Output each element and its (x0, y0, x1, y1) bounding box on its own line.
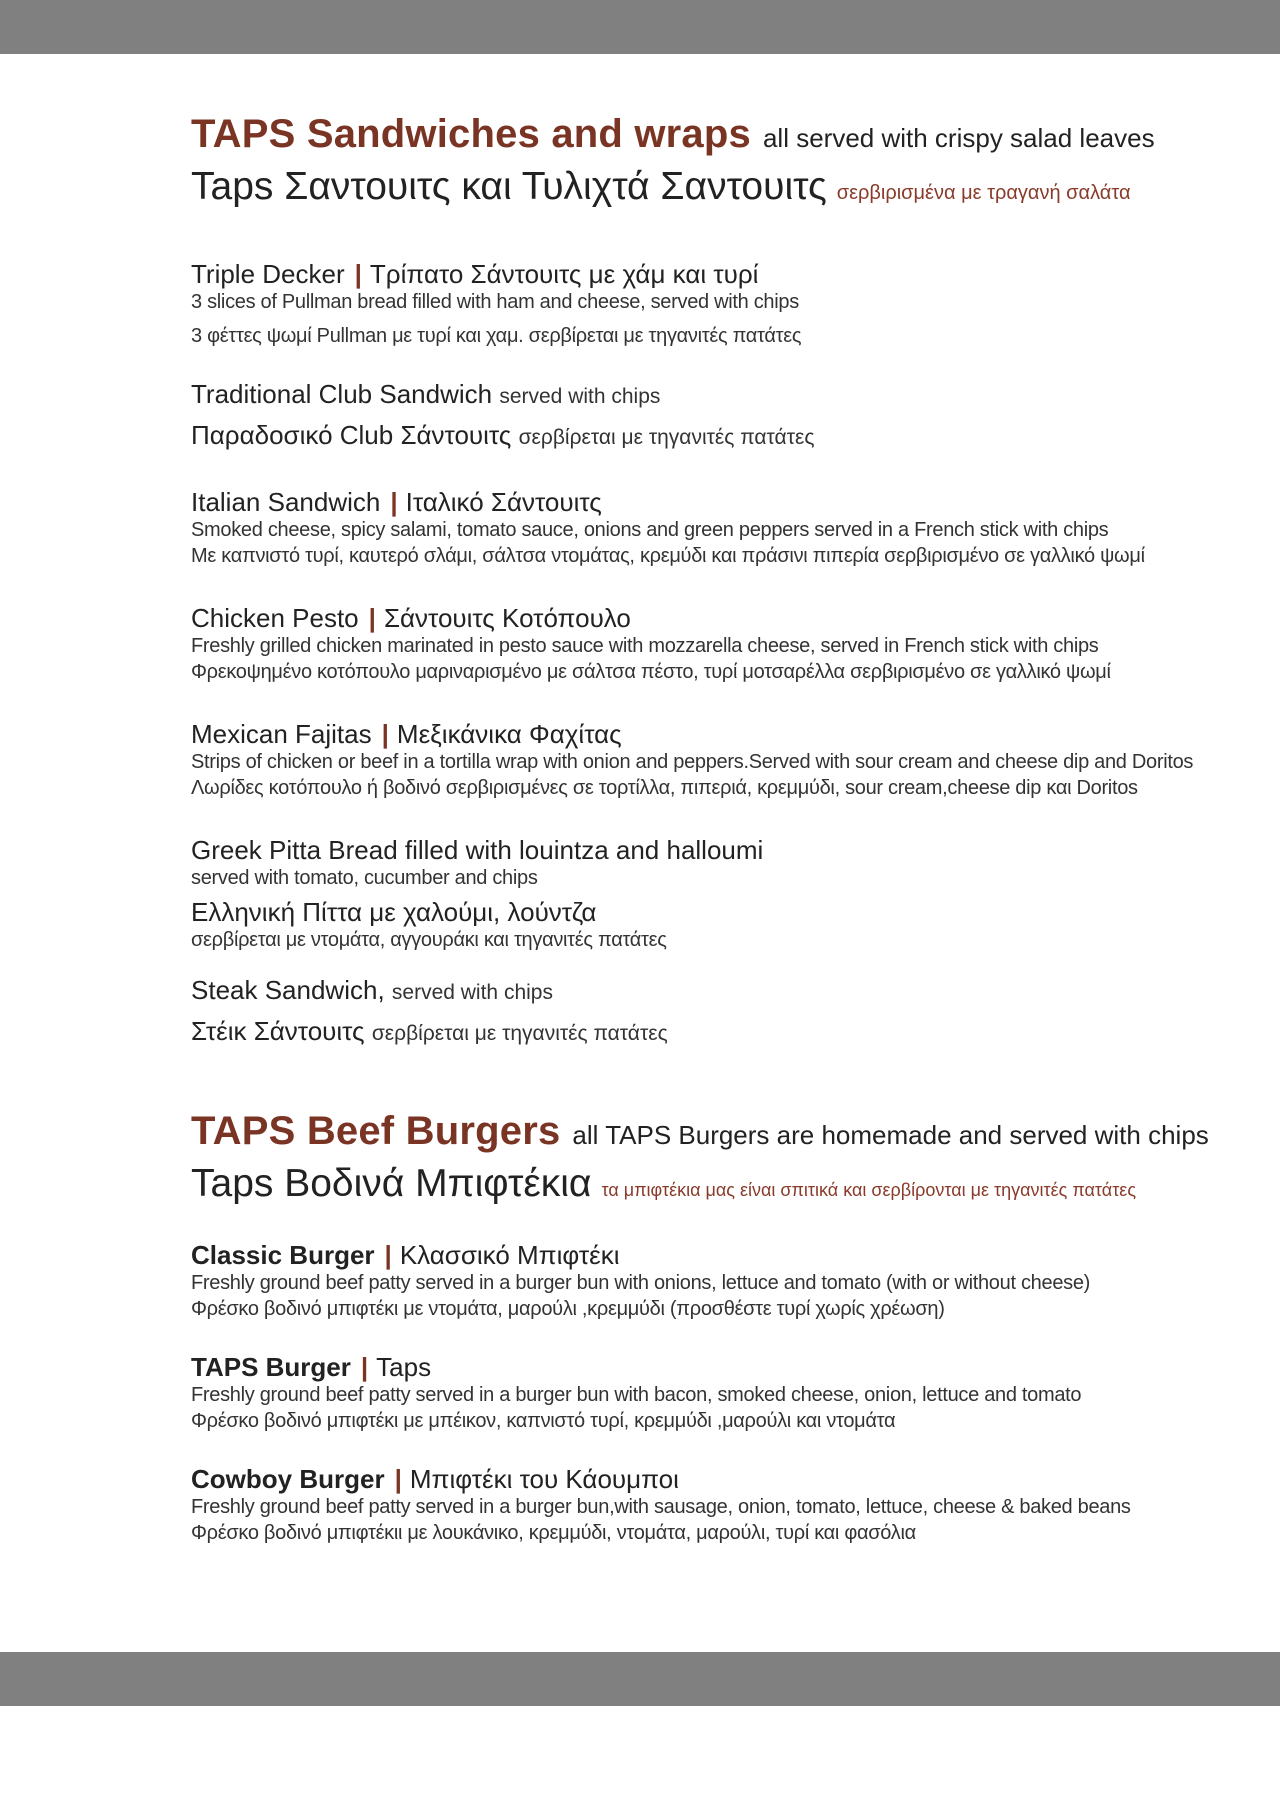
item-name-line-en (191, 975, 1251, 1008)
item-name-gr: Ελληνική Πίττα με χαλούμι, λούντζα (191, 897, 597, 927)
top-gray-bar (0, 0, 1280, 54)
sandwiches-title-gr: Taps Σαντουιτς και Τυλιχτά Σαντουιτς (191, 165, 827, 208)
item-desc-gr: Λωρίδες κοτόπουλο ή βοδινό σερβιρισμένες σε τορτίλλα, πιπεριά, κρεμμύδι, sour cream,cheese dip και Doritos (191, 777, 1138, 799)
item-name-gr: Taps (376, 1352, 432, 1382)
item-note-gr: σερβίρεται με τηγανιτές πατάτες (518, 426, 815, 449)
burgers-heading-en (191, 1107, 1251, 1164)
burgers-subtitle-gr: τα μπιφτέκια μας είναι σπιτικά και σερβίρονται με τηγανιτές πατάτες (601, 1180, 1136, 1200)
item-note-en: served with tomato, cucumber and chips (191, 867, 538, 889)
burgers-section (191, 1107, 1251, 1546)
item-name-en: Classic Burger (191, 1240, 375, 1270)
item-name (191, 1464, 1251, 1494)
item-name-en: Triple Decker (191, 259, 345, 289)
sandwiches-section (191, 110, 1251, 1049)
burgers-heading-gr (191, 1162, 1251, 1214)
item-name (191, 1352, 1251, 1382)
menu-item (191, 603, 1251, 685)
item-desc-gr: Φρεκοψημένο κοτόπουλο μαριναρισμένο με σάλτσα πέστο, τυρί μοτσαρέλλα σερβιρισμένο σε γαλλικό ψωμί (191, 661, 1111, 683)
menu-item (191, 719, 1251, 801)
item-name-gr: Ιταλικό Σάντουιτς (405, 487, 602, 517)
bottom-gray-bar (0, 1652, 1280, 1706)
item-note-en: served with chips (391, 981, 553, 1004)
item-desc-gr: Φρέσκο βοδινό μπιφτέκιι με λουκάνικο, κρεμμύδι, ντομάτα, μαρούλι, τυρί και φασόλια (191, 1522, 916, 1544)
menu-item (191, 835, 1251, 953)
menu-page (191, 110, 1251, 1546)
separator-bar: | (390, 487, 398, 517)
item-name-en: Italian Sandwich (191, 487, 381, 517)
burgers-title-gr: Taps Βοδινά Μπιφτέκια (191, 1162, 592, 1205)
item-name-gr: Τρίπατο Σάντουιτς με χάμ και τυρί (369, 259, 759, 289)
item-name-gr: Στέικ Σάντουιτς (191, 1016, 365, 1046)
menu-item (191, 1240, 1251, 1322)
item-desc-gr: Φρέσκο βοδινό μπιφτέκι με ντομάτα, μαρούλι ,κρεμμύδι (προσθέστε τυρί χωρίς χρέωση) (191, 1298, 945, 1320)
item-desc-gr: Φρέσκο βοδινό μπιφτέκι με μπέικον, καπνιστό τυρί, κρεμμύδι ,μαρούλι και ντομάτα (191, 1410, 896, 1432)
item-name-line-gr (191, 420, 1251, 453)
menu-item (191, 1464, 1251, 1546)
item-name-en: Traditional Club Sandwich (191, 379, 493, 409)
separator-bar: | (394, 1464, 402, 1494)
item-desc-en: Freshly ground beef patty served in a burger bun,with sausage, onion, tomato, lettuce, cheese & baked beans (191, 1496, 1131, 1518)
separator-bar: | (368, 603, 376, 633)
item-desc-en: 3 slices of Pullman bread filled with ham and cheese, served with chips (191, 291, 799, 313)
sandwiches-list (191, 259, 1251, 1049)
burgers-subtitle-en: all TAPS Burgers are homemade and served with chips (572, 1120, 1209, 1150)
sandwiches-subtitle-gr: σερβιρισμένα με τραγανή σαλάτα (836, 182, 1131, 204)
burgers-list (191, 1240, 1251, 1546)
item-desc-en: Smoked cheese, spicy salami, tomato sauce, onions and green peppers served in a French stick with chips (191, 519, 1109, 541)
item-name-line-en (191, 379, 1251, 412)
item-desc-gr: Με καπνιστό τυρί, καυτερό σλάμι, σάλτσα ντομάτας, κρεμύδι και πράσινι πιπερία σερβιρισμένο σε γαλλικό ψωμί (191, 545, 1145, 567)
item-name (191, 487, 1251, 517)
item-desc-en: Freshly ground beef patty served in a burger bun with onions, lettuce and tomato (with or without cheese) (191, 1272, 1091, 1294)
burgers-title-en: TAPS Beef Burgers (191, 1109, 561, 1153)
menu-item (191, 259, 1251, 349)
item-name-line-gr (191, 1016, 1251, 1049)
item-note-en: served with chips (499, 385, 661, 408)
item-name-en: Mexican Fajitas (191, 719, 372, 749)
item-name-gr: Παραδοσικό Club Σάντουιτς (191, 420, 512, 450)
item-name-en: Chicken Pesto (191, 603, 359, 633)
menu-item (191, 1352, 1251, 1434)
item-name-gr: Μεξικάνικα Φαχίτας (396, 719, 622, 749)
sandwiches-subtitle-en: all served with crispy salad leaves (762, 123, 1155, 153)
separator-bar: | (384, 1240, 392, 1270)
item-desc-en: Strips of chicken or beef in a tortilla wrap with onion and peppers.Served with sour cream and cheese dip and Doritos (191, 751, 1194, 773)
item-name-en: Greek Pitta Bread filled with louintza and halloumi (191, 835, 764, 865)
item-name (191, 603, 1251, 633)
item-name (191, 259, 1251, 289)
menu-item (191, 975, 1251, 1049)
sandwiches-title-en: TAPS Sandwiches and wraps (191, 112, 751, 156)
item-desc-gr: 3 φέττες ψωμί Pullman με τυρί και χαμ. σερβίρεται με τηγανιτές πατάτες (191, 325, 802, 347)
item-note-gr: σερβίρεται με ντομάτα, αγγουράκι και τηγανιτές πατάτες (191, 929, 667, 951)
item-name-gr: Σάντουιτς Κοτόπουλο (383, 603, 631, 633)
sandwiches-heading-en (191, 110, 1251, 167)
item-note-gr: σερβίρεται με τηγανιτές πατάτες (371, 1022, 668, 1045)
item-name-gr: Κλασσικό Μπιφτέκι (399, 1240, 620, 1270)
separator-bar: | (381, 719, 389, 749)
item-name-en: Cowboy Burger (191, 1464, 385, 1494)
separator-bar: | (360, 1352, 369, 1382)
item-name-gr: Μπιφτέκι του Κάουμποι (409, 1464, 679, 1494)
item-desc-en: Freshly ground beef patty served in a burger bun with bacon, smoked cheese, onion, lettuce and tomato (191, 1384, 1082, 1406)
menu-item (191, 379, 1251, 453)
menu-item (191, 487, 1251, 569)
item-name-en: TAPS Burger (191, 1352, 351, 1382)
item-name (191, 719, 1251, 749)
item-name (191, 1240, 1251, 1270)
separator-bar: | (354, 259, 362, 289)
item-name-en: Steak Sandwich, (191, 975, 385, 1005)
item-desc-en: Freshly grilled chicken marinated in pesto sauce with mozzarella cheese, served in French stick with chips (191, 635, 1099, 657)
sandwiches-heading-gr (191, 165, 1251, 217)
